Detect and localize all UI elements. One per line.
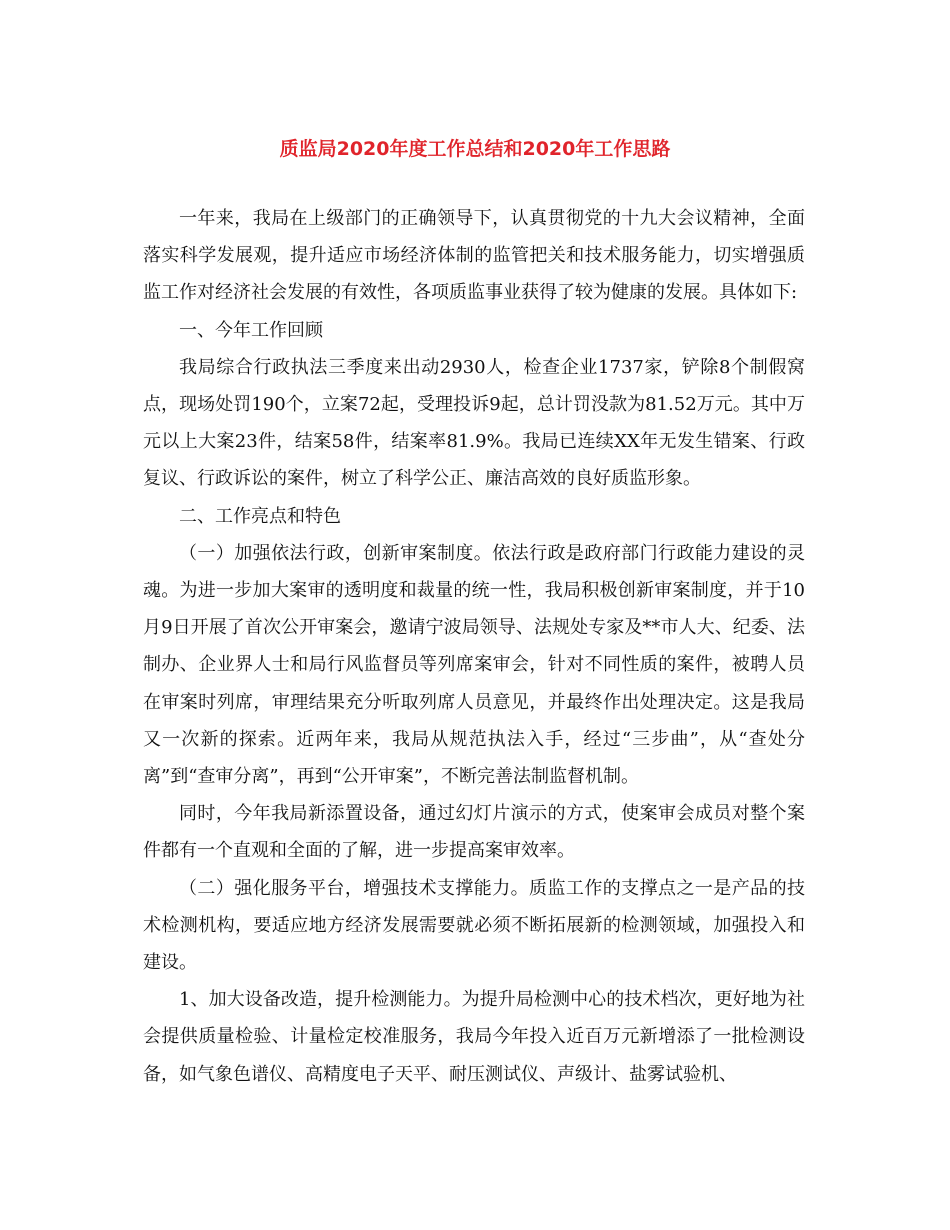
paragraph-case-review-system: （一）加强依法行政，创新审案制度。依法行政是政府部门行政能力建设的灵魂。为进一步加大案审的透明度和裁量的统一性，我局积极创新审案制度，并于10月9日开展了首次公开审案会，邀请宁波局领导、法规处专家及**市人大、纪委、法制办、企业界人士和局行风监督员等列席案审会，针对不同性质的案件，被聘人员在审案时列席，审理结果充分听取列席人员意见，并最终作出处理决定。这是我局又一次新的探索。近两年来，我局从规范执法入手，经过“三步曲”，从“查处分离”到“查审分离”，再到“公开审案”，不断完善法制监督机制。 xyxy=(143,542,805,788)
section-heading-review: 一、今年工作回顾 xyxy=(179,319,323,341)
paragraph-equipment-upgrade: 1、加大设备改造，提升检测能力。为提升局检测中心的技术档次，更好地为社会提供质量检验、计量检定校准服务，我局今年投入近百万元新增添了一批检测设备，如气象色谱仪、高精度电子天平、耐压测试仪、声级计、盐雾试验机、 xyxy=(143,989,805,1085)
paragraph-intro: 一年来，我局在上级部门的正确领导下，认真贯彻党的十九大会议精神，全面落实科学发展观，提升适应市场经济体制的监管把关和技术服务能力，切实增强质监工作对经济社会发展的有效性，各项质监事业获得了较为健康的发展。具体如下: xyxy=(143,208,805,304)
document-body xyxy=(143,200,805,1093)
section-heading-highlights: 二、工作亮点和特色 xyxy=(179,505,341,527)
paragraph-enforcement-stats: 我局综合行政执法三季度来出动2930人，检查企业1737家，铲除8个制假窝点，现场处罚190个，立案72起，受理投诉9起，总计罚没款为81.52万元。其中万元以上大案23件，结案58件，结案率81.9%。我局已连续XX年无发生错案、行政复议、行政诉讼的案件，树立了科学公正、廉洁高效的良好质监形象。 xyxy=(143,356,805,490)
paragraph-service-platform: （二）强化服务平台，增强技术支撑能力。质监工作的支撑点之一是产品的技术检测机构，要适应地方经济发展需要就必须不断拓展新的检测领域，加强投入和建设。 xyxy=(143,877,805,974)
document-title: 质监局2020年度工作总结和2020年工作思路 xyxy=(279,138,671,160)
paragraph-new-equipment: 同时，今年我局新添置设备，通过幻灯片演示的方式，使案审会成员对整个案件都有一个直观和全面的了解，进一步提高案审效率。 xyxy=(143,803,805,862)
